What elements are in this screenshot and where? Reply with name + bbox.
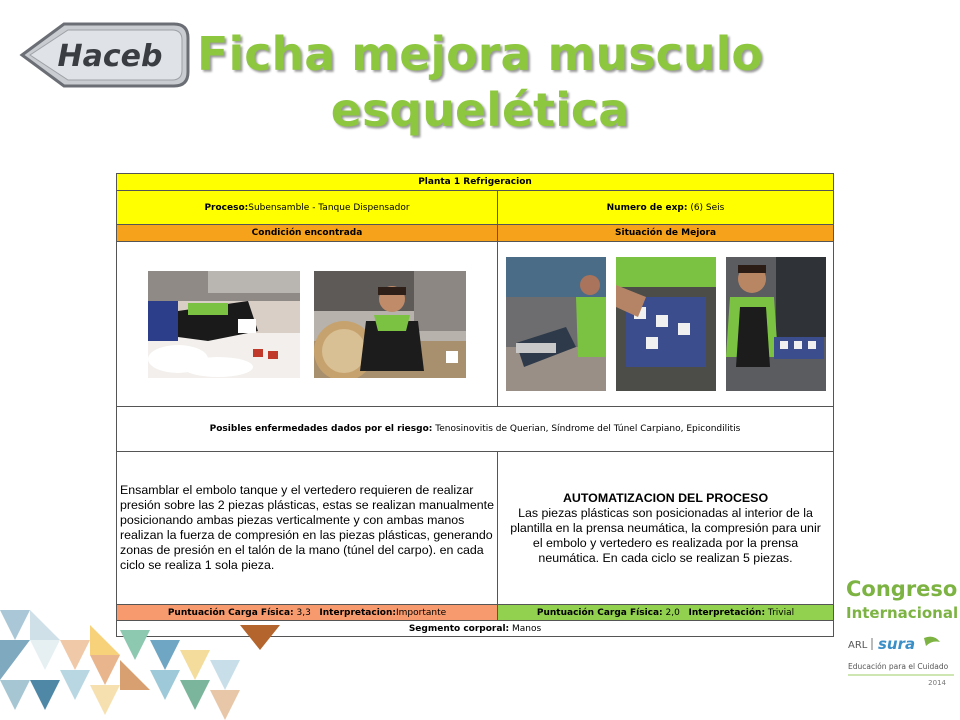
process-row — [117, 191, 834, 225]
exp-cell — [498, 191, 834, 225]
improvement-description-cell — [498, 452, 834, 605]
year-text: 2014 — [928, 679, 946, 687]
photos-row — [117, 242, 834, 407]
condition-description: Ensamblar el embolo tanque y el vertedero requieren de realizar presión sobre las 2 piezas plásticas, estas se realizan manualmente posicionando ambas piezas verticalmente y con ambas manos realizan la fuerza de compresión en las piezas plásticas, generando zonas de presión en el talón de la mano (túnel del carpo). en cada ciclo se realiza 1 sola pieza. — [120, 483, 494, 572]
score-right-label: Puntuación Carga Física: — [536, 607, 663, 618]
condition-photo-2 — [314, 271, 466, 378]
section-header-row — [117, 225, 834, 242]
improvement-description: Las piezas plásticas son posicionadas al interior de la plantilla en la prensa neumática, la compresión para unir el embolo y vertedero es realizada por la prensa neumática. En cada ciclo se realizan 5 piezas. — [510, 505, 821, 565]
condition-description-cell — [117, 452, 498, 605]
improvement-title: AUTOMATIZACION DEL PROCESO — [562, 490, 769, 505]
congress-line2: Internacional — [846, 604, 959, 622]
improvement-sheet — [116, 173, 834, 637]
improvement-photo-1 — [506, 257, 606, 391]
logo-text: Haceb — [57, 39, 163, 74]
score-left-label: Puntuación Carga Física: — [167, 607, 294, 618]
tagline-text: Educación para el Cuidado — [848, 662, 949, 671]
exp-label: Numero de exp: — [606, 202, 688, 213]
interp-right-value: Trivial — [767, 607, 795, 618]
decorative-triangles — [0, 600, 300, 720]
process-value: Subensamble - Tanque Dispensador — [248, 202, 410, 213]
slide-title: Ficha mejora musculo esquelética — [197, 27, 763, 137]
score-left-value: 3,3 — [296, 607, 311, 618]
congress-line1: Congreso — [846, 577, 958, 601]
improvement-photo-2 — [616, 257, 716, 391]
process-label: Proceso: — [204, 202, 249, 213]
diseases-value: Tenosinovitis de Querian, Síndrome del Túnel Carpiano, Epicondilitis — [435, 424, 741, 434]
score-right-cell — [498, 605, 834, 621]
exp-value: (6) Seis — [690, 202, 725, 213]
improvement-header: Situación de Mejora — [498, 225, 834, 242]
improvement-photos — [498, 242, 834, 407]
segment-value: Manos — [512, 623, 542, 634]
plant-row — [117, 174, 834, 191]
score-right-value: 2,0 — [665, 607, 680, 618]
improvement-photo-3 — [726, 257, 826, 391]
arl-text: ARL — [848, 640, 868, 651]
condition-photos — [117, 242, 498, 407]
diseases-row — [117, 407, 834, 452]
condition-photo-1 — [148, 271, 300, 378]
description-row — [117, 452, 834, 605]
process-cell — [117, 191, 498, 225]
sura-text: sura — [878, 635, 916, 653]
interp-left-value: Importante — [396, 607, 447, 618]
condition-header: Condición encontrada — [117, 225, 498, 242]
interp-left-label: Interpretacion: — [319, 607, 396, 618]
segment-label: Segmento corporal: — [408, 623, 510, 634]
plant-name: Planta 1 Refrigeracion — [117, 174, 834, 191]
diseases-label: Posibles enfermedades dados por el riesgo: — [209, 424, 433, 434]
diseases-cell — [117, 407, 834, 452]
congreso-internacional-logo — [842, 572, 960, 692]
interp-right-label: Interpretación: — [688, 607, 766, 618]
